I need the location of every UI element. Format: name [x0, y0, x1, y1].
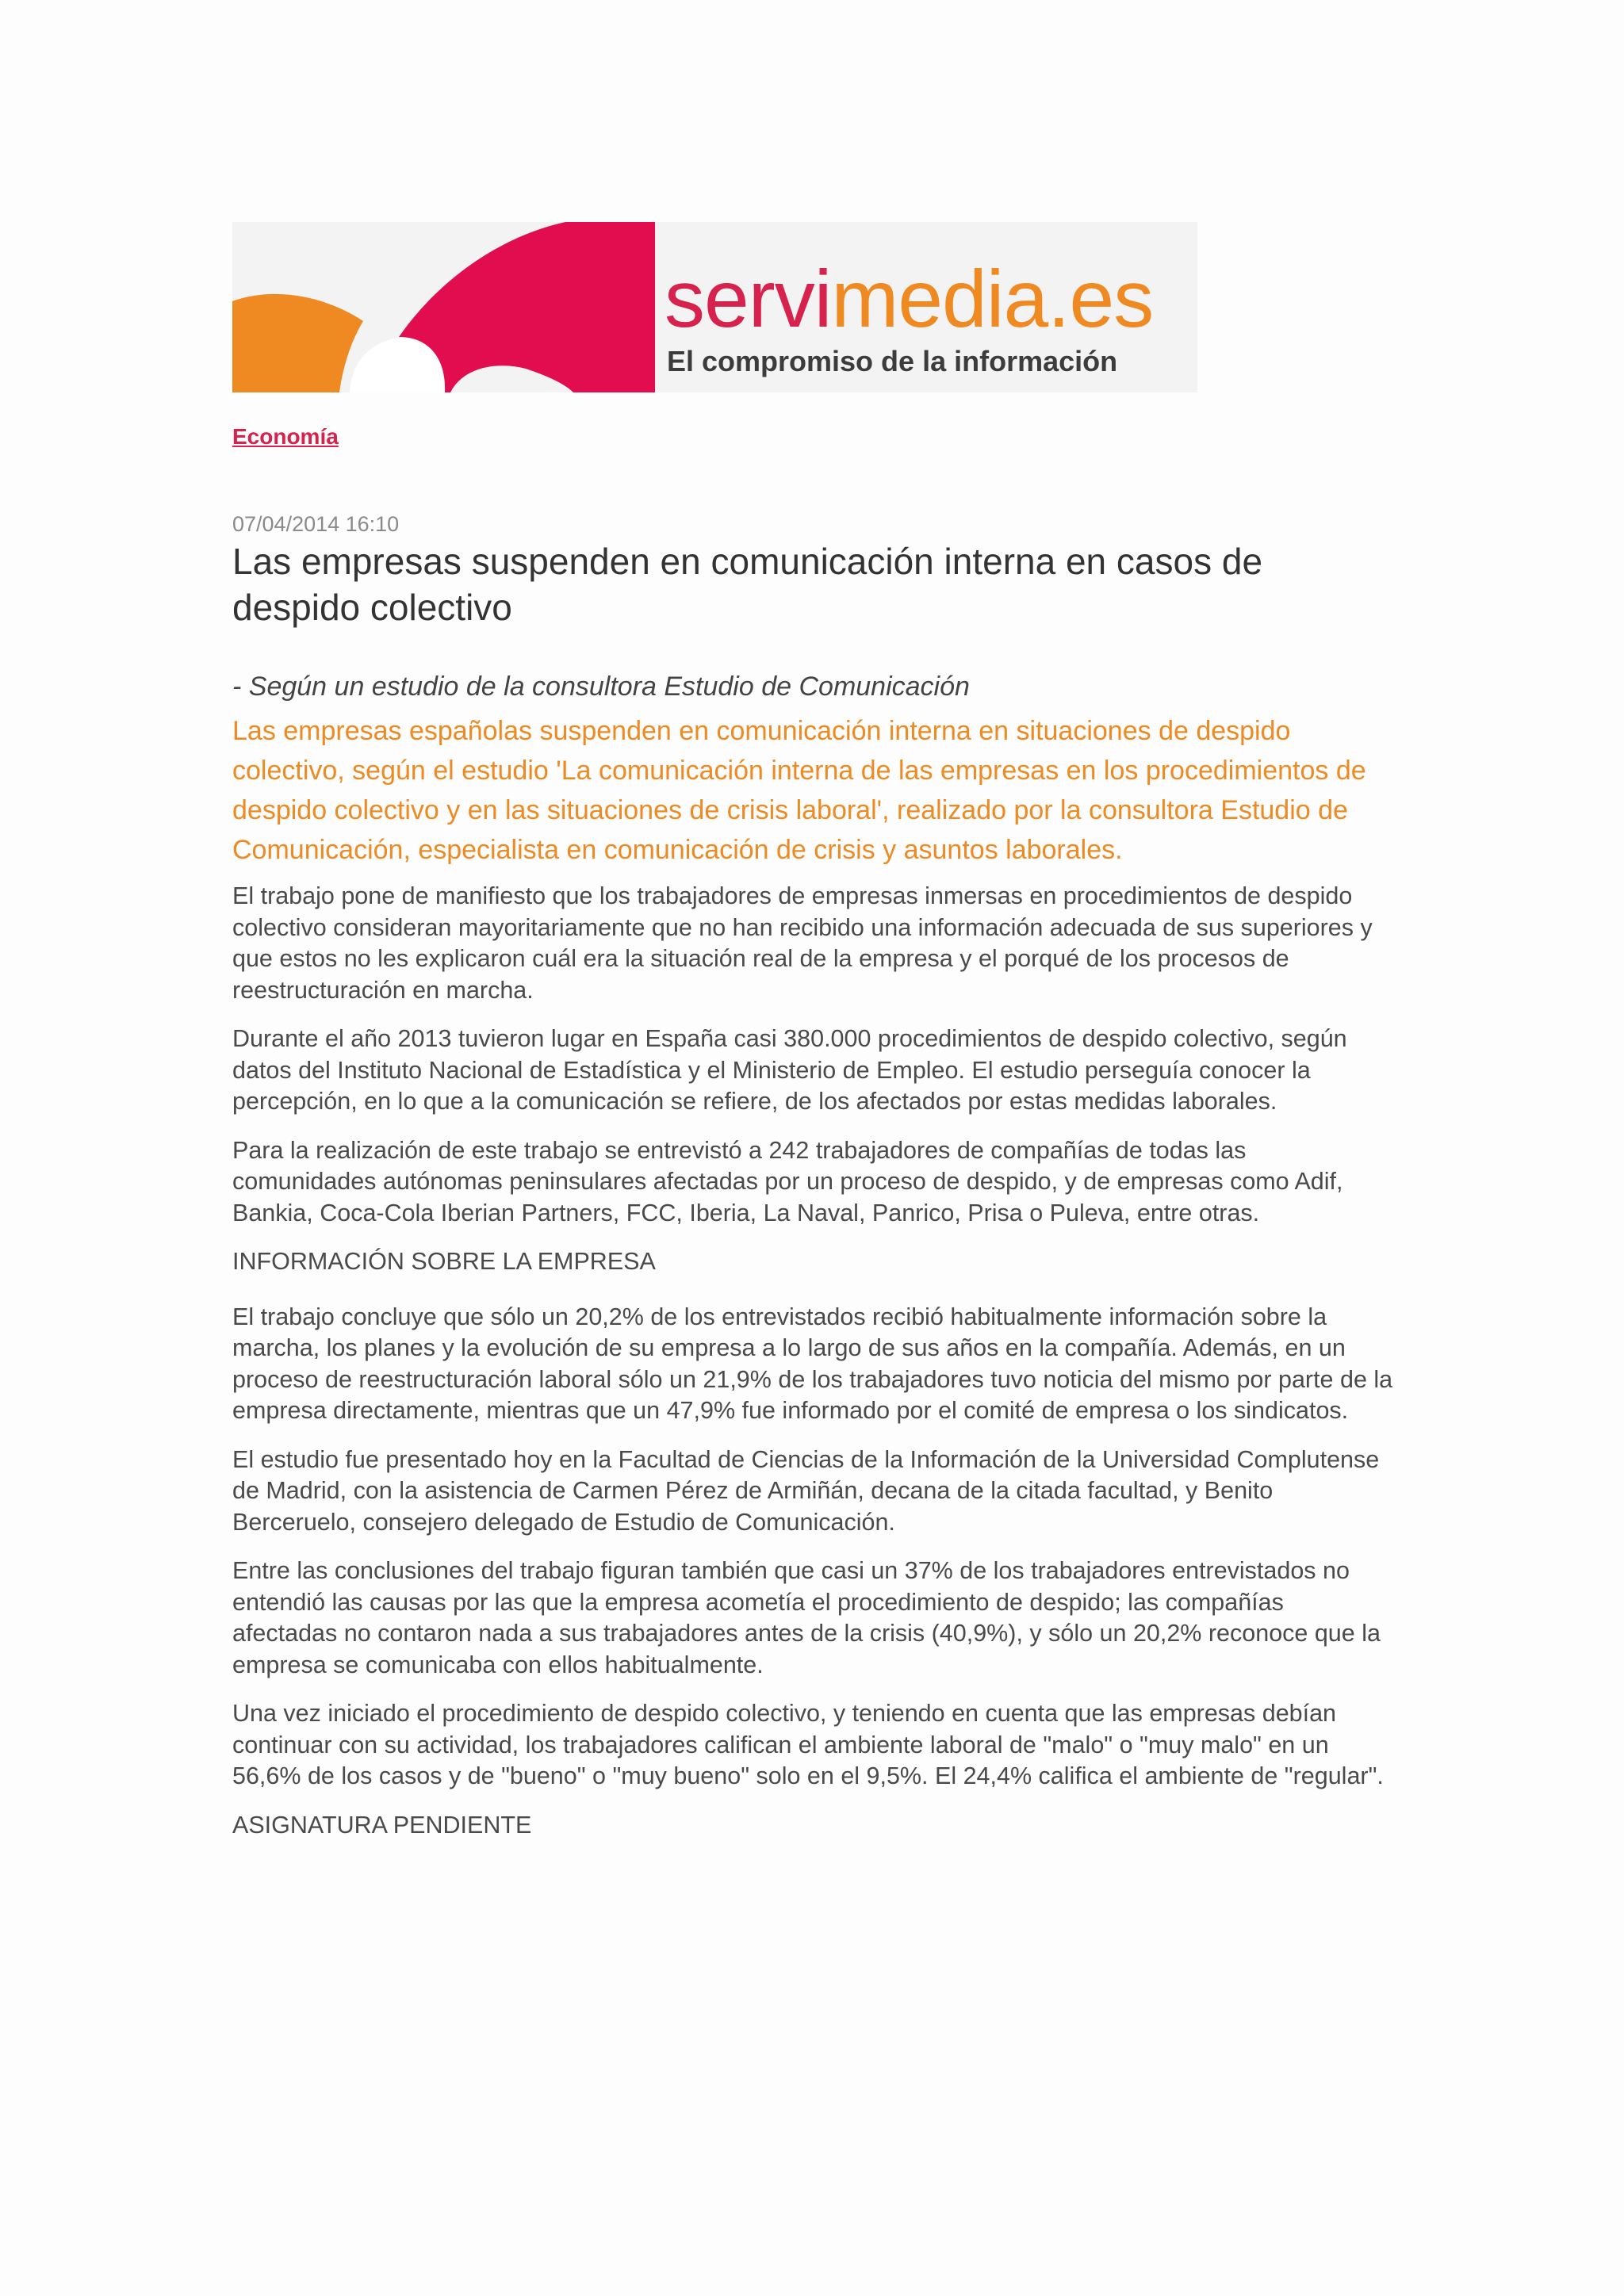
section-link-economia[interactable]: Economía [232, 424, 339, 449]
brand-wordmark [665, 254, 1154, 344]
article-paragraph: El trabajo concluye que sólo un 20,2% de los entrevistados recibió habitualmente información sobre la marcha, los planes y la evolución de su empresa a lo largo de sus años en la compañía. Además, en un proceso de reestructuración laboral sólo un 21,9% de los trabajadores tuvo noticia del mismo por parte de la empresa directamente, mientras que un 47,9% fue informado por el comité de empresa o los sindicatos. [232, 1303, 1393, 1424]
brand-primary: servi [665, 254, 832, 344]
article-paragraph: El trabajo pone de manifiesto que los trabajadores de empresas inmersas en procedimientos de despido colectivo consideran mayoritariamente que no han recibido una información adecuada de sus superiores y que estos no les explicaron cuál era la situación real de la empresa y el porqué de los procesos de reestructuración en marcha. [232, 882, 1373, 1004]
article-paragraph: Para la realización de este trabajo se entrevistó a 242 trabajadores de compañías de todas las comunidades autónomas peninsulares afectadas por un proceso de despido, y de empresas como Adif, Bankia, Coca-Cola Iberian Partners, FCC, Iberia, La Naval, Panrico, Prisa o Puleva, entre otras. [232, 1136, 1343, 1226]
article-dateline: 07/04/2014 16:10 [232, 512, 400, 536]
article-paragraph: Una vez iniciado el procedimiento de despido colectivo, y teniendo en cuenta que las empresas debían continuar con su actividad, los trabajadores califican el ambiente laboral de "malo" o "muy malo" en un 56,6% de los casos y de "bueno" o "muy bueno" solo en el 9,5%. El 24,4% califica el ambiente de "regular". [232, 1700, 1384, 1789]
brand-slogan: El compromiso de la información [667, 345, 1118, 377]
orange-shape-icon [232, 294, 363, 392]
article-lead: Las empresas españolas suspenden en comunicación interna en situaciones de despido colectivo, según el estudio 'La comunicación interna de las empresas en los procedimientos de despido colectivo y en las situaciones de crisis laboral', realizado por la consultora Estudio de Comunicación, especialista en comunicación de crisis y asuntos laborales. [232, 716, 1366, 865]
article [232, 511, 1394, 1865]
article-subtitle: - Según un estudio de la consultora Estudio de Comunicación [232, 672, 970, 702]
article-paragraph: El estudio fue presentado hoy en la Facultad de Ciencias de la Información de la Universidad Complutense de Madrid, con la asistencia de Carmen Pérez de Armiñán, decana de la citada facultad, y Benito Berceruelo, consejero delegado de Estudio de Comunicación. [232, 1445, 1380, 1536]
article-paragraph: Durante el año 2013 tuvieron lugar en España casi 380.000 procedimientos de despido colectivo, según datos del Instituto Nacional de Estadística y el Ministerio de Empleo. El estudio perseguía conocer la percepción, en lo que a la comunicación se refiere, de los afectados por estas medidas laborales. [232, 1025, 1347, 1115]
article-title: Las empresas suspenden en comunicación interna en casos de despido colectivo [232, 541, 1263, 628]
servimedia-banner [232, 222, 1197, 392]
article-paragraph: Entre las conclusiones del trabajo figuran también que casi un 37% de los trabajadores entrevistados no entendió las causas por las que la empresa acometía el procedimiento de despido; las compañías afectadas no contaron nada a sus trabajadores antes de la crisis (40,9%), y sólo un 20,2% reconoce que la empresa se comunicaba con ellos habitualmente. [232, 1557, 1381, 1678]
section-heading: INFORMACIÓN SOBRE LA EMPRESA [232, 1248, 656, 1275]
section-heading: ASIGNATURA PENDIENTE [232, 1811, 532, 1839]
brand-secondary: media.es [831, 254, 1154, 344]
